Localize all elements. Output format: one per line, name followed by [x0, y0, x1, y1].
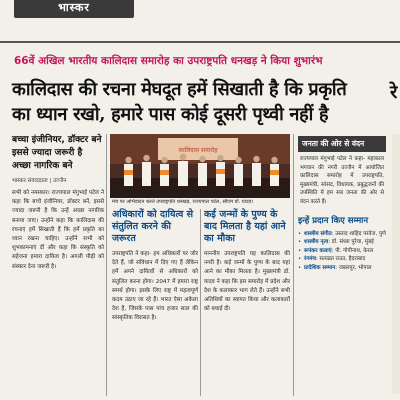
adjacent-article-fragment: रे: [390, 82, 398, 103]
column-divider: [293, 134, 294, 396]
honor-recipient: सत्यव्रत राउत, हैदराबाद: [319, 256, 366, 263]
sidebar-box-title: जनता की ओर से वंदन: [298, 136, 386, 152]
subarticle-body: उपराष्ट्रपति ने कहा- हम अधिकारों पर जोर देते हैं, जो संविधान में दिए गए हैं लेकिन हमें अपने दायित्वों से अधिकारों को संतुलित करना होगा। 2047 में हमारा राष्ट्र समर्थ होगा। इसके लिए राष्ट्र में महत्वपूर्ण कदम उठाए जा रहे हैं। भारत ऐसा अकेला देश है, जिसके पास पांच हजार साल की सांस्कृतिक विरासत है।: [112, 251, 198, 322]
subarticle-body: माननीय उपराष्ट्रपति यह कालिदास की नगरी है। कई जन्मों के पुण्य के बाद यहां आने का मौका मिलता है। मुख्यमंत्री डॉ. यादव ने कहा कि इस समारोह में प्रदेश और देश के कलाकार भाग लेते हैं। उन्होंने सभी अतिथियों का स्वागत किया और कलाकारों को बधाई दी।: [204, 251, 290, 313]
event-photo: [110, 134, 290, 198]
subarticle-heading: अधिकारों को दायित्व से संतुलित करने की जरूरत: [112, 209, 194, 244]
deck-headline: बच्चा इंजीनियर, डॉक्टर बने इससे ज्यादा जरूरी है अच्छा नागरिक बने: [12, 135, 102, 171]
headline-line-2: का ध्यान रखो, हमारे पास कोई दूसरी पृथ्वी नहीं है: [12, 104, 329, 125]
honor-category: रूपंकर कलाएं: [304, 247, 332, 254]
left-column: [12, 134, 104, 272]
honor-recipient: जबलपुर, भोपाल: [338, 264, 372, 271]
honor-category: शास्त्रीय संगीत: [304, 231, 332, 237]
right-column: [298, 136, 386, 272]
photo-caption: मंच पर अभिवादन करते उपराष्ट्रपति धनखड़, राज्यपाल पटेल, सीएम डॉ. यादव।: [112, 199, 254, 205]
byline: भास्कर संवाददाता | उज्जैन: [12, 178, 67, 184]
honor-category: शास्त्रीय नृत्य: [304, 239, 329, 246]
column-divider: [106, 134, 107, 396]
subarticle-heading: कई जन्मों के पुण्य के बाद मिलता है यहां आने का मौका: [204, 209, 286, 244]
subarticle-punya: [204, 209, 290, 314]
honor-item: • रंगमंच: सत्यव्रत राउत, हैदराबाद: [298, 255, 386, 263]
masthead-name: भास्कर: [58, 1, 90, 14]
left-body-text: सभी को नमस्कार। राज्यपाल मंगुभाई पटेल ने कहा कि बच्चे इंजीनियर, डॉक्टर बनें, इससे ज्यादा जरूरी है कि उन्हें अच्छा नागरिक बनाया जाए। उन्होंने कहा कि कालिदास की रचनाएं हमें सिखाती हैं कि हमें प्रकृति का ध्यान रखना चाहिए। उन्होंने सभी को शुभकामनाएं दीं और कहा कि संस्कृति को सहेजना हमारा दायित्व है। अगली पीढ़ी को संस्कार देना जरूरी है।: [12, 190, 104, 270]
subarticle-rights-duties: [112, 209, 198, 324]
honor-recipient: उस्ताद शाहिद परवेज, पुणे: [335, 231, 386, 237]
honor-item: • प्रादेशिक सम्मान: जबलपुर, भोपाल: [298, 264, 386, 272]
headline-line-1: कालिदास की रचना मेघदूत हमें सिखाती है कि प्रकृति: [12, 79, 347, 100]
sidebar-box-body: राज्यपाल मंगुभाई पटेल ने कहा- महाकाल भगवान की नगरी उज्जैन में आयोजित कालिदास समारोह में उपराष्ट्रपति, मुख्यमंत्री, सांसद, विधायक, प्रबुद्धजनों की उपस्थिति में हम सब जनता की ओर से वंदन करते हैं।: [300, 156, 384, 205]
kicker: 66वें अखिल भारतीय कालिदास समारोह का उपराष्ट्रपति धनखड़ ने किया शुभारंभ: [14, 55, 323, 67]
stage-photo-illustration: [110, 134, 290, 198]
honor-category: प्रादेशिक सम्मान: [304, 264, 336, 271]
honor-item: • शास्त्रीय संगीत: उस्ताद शाहिद परवेज, पुणे: [298, 230, 386, 238]
stage-banner-text: कालिदास समारोह: [178, 147, 218, 154]
honor-recipient: पी. गोपीनाथ, केरल: [335, 247, 374, 254]
honor-category: रंगमंच: [304, 256, 316, 263]
main-headline: [12, 77, 396, 127]
top-rule: [0, 41, 400, 43]
honors-title: इन्हें प्रदान किए सम्मान: [298, 216, 369, 226]
column-divider: [200, 209, 201, 396]
honor-item: • शास्त्रीय नृत्य: डॉ. संध्या पुरेचा, मुंबई: [298, 238, 386, 246]
adjacent-column-edge: [392, 134, 400, 394]
masthead: [14, 0, 134, 18]
honors-list: [298, 230, 386, 272]
honor-item: • रूपंकर कलाएं: पी. गोपीनाथ, केरल: [298, 247, 386, 255]
honor-recipient: डॉ. संध्या पुरेचा, मुंबई: [331, 239, 374, 246]
